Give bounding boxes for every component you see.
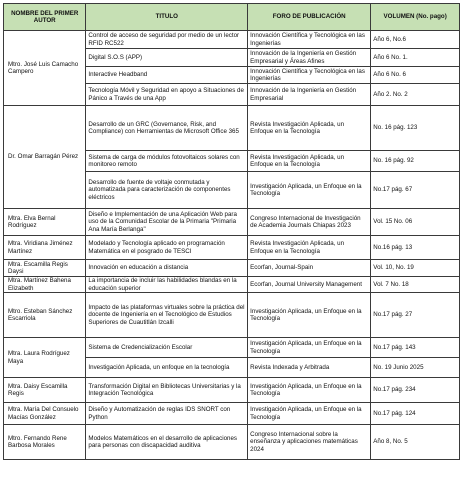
title-cell: Modelos Matemáticos en el desarrollo de aplicaciones para personas con discapacidad auditiva — [86, 425, 248, 460]
title-cell: La importancia de incluir las habilidades blandas en la educación superior — [86, 277, 248, 293]
author-name: Mtra. Elva Bernal Rodríguez — [8, 214, 56, 229]
author-name: Mtra. Laura Rodríguez Maya — [8, 350, 70, 365]
table-row — [4, 31, 460, 49]
forum-cell: Revista Investigación Aplicada, un Enfoque en la Tecnología — [248, 106, 371, 151]
volume-cell: No. 16 pág. 92 — [371, 151, 460, 172]
forum-cell: Innovación de la Ingeniería en Gestión Empresarial y Áreas Afines — [248, 49, 371, 67]
table-row — [4, 106, 460, 151]
forum-cell: Revista Investigación Aplicada, un Enfoque en la Tecnología — [248, 236, 371, 260]
forum-cell: Innovación Científica y Tecnológica en las Ingenierías — [248, 67, 371, 84]
volume-cell: No.17 pág. 27 — [371, 293, 460, 338]
volume-cell: Año 6, No.6 — [371, 31, 460, 49]
author-name: Dr. Omar Barragán Pérez — [8, 153, 79, 161]
author-cell — [4, 338, 86, 378]
header-volume: VOLUMEN (No. pago) — [371, 4, 460, 31]
author-cell — [4, 425, 86, 460]
volume-cell: Año 8, No. 5 — [371, 425, 460, 460]
volume-cell: Año 6 No. 1. — [371, 49, 460, 67]
author-name: Mtro. José Luis Camacho Campero — [8, 60, 79, 75]
forum-cell: Innovación de la Ingeniería en Gestión Empresarial — [248, 84, 371, 106]
volume-cell: No. 16 pág. 123 — [371, 106, 460, 151]
volume-cell: No.17 pág. 124 — [371, 403, 460, 425]
title-cell: Sistema de carga de módulos fotovoltaicos solares con monitoreo remoto — [86, 151, 248, 172]
volume-cell: No.17 pág. 234 — [371, 378, 460, 403]
forum-cell: Ecorfan, Journal University Management — [248, 277, 371, 293]
title-cell: Diseño e Implementación de una Aplicación Web para uso de la Comunidad Escolar de la Primaria "Primaria Ana María Berlanga" — [86, 209, 248, 236]
volume-cell: No.17 pág. 67 — [371, 172, 460, 209]
header-forum: FORO DE PUBLICACIÓN — [248, 4, 371, 31]
author-cell — [4, 209, 86, 236]
forum-cell: Revista Investigación Aplicada, un Enfoque en la Tecnología — [248, 151, 371, 172]
volume-cell: Vol. 15 No. 06 — [371, 209, 460, 236]
title-cell: Diseño y Automatización de reglas IDS SNORT con Python — [86, 403, 248, 425]
author-cell — [4, 378, 86, 403]
forum-cell: Investigación Aplicada, un Enfoque en la Tecnología — [248, 403, 371, 425]
author-cell — [4, 293, 86, 338]
author-name: Mtra. María Del Consuelo Macías González — [8, 406, 79, 421]
forum-cell: Revista Indexada y Arbitrada — [248, 358, 371, 378]
volume-cell: No. 19 Junio 2025 — [371, 358, 460, 378]
title-cell: Tecnología Móvil y Seguridad en apoyo a Situaciones de Pánico a Través de una App — [86, 84, 248, 106]
header-author: NOMBRE DEL PRIMER AUTOR — [4, 4, 86, 31]
table-row — [4, 236, 460, 260]
author-name: Mtro. Esteban Sánchez Escarriola — [8, 307, 73, 322]
forum-cell: Ecorfan, Journal-Spain — [248, 260, 371, 277]
forum-cell: Congreso Internacional sobre la enseñanza y aplicaciones matemáticas 2024 — [248, 425, 371, 460]
title-cell: Desarrollo de un GRC (Governance, Risk, and Compliance) con Herramientas de Microsoft Office 365 — [86, 106, 248, 151]
author-cell — [4, 31, 86, 106]
table-row — [4, 403, 460, 425]
volume-cell: No.16 pág. 13 — [371, 236, 460, 260]
forum-cell: Innovación Científica y Tecnológica en las Ingenierías — [248, 31, 371, 49]
table-body — [4, 31, 460, 460]
title-cell: Impacto de las plataformas virtuales sobre la práctica del docente de Ingeniería en el Tecnológico de Estudios Superiores de Cuautitlán Izcalli — [86, 293, 248, 338]
author-cell — [4, 236, 86, 260]
title-cell: Interactive Headband — [86, 67, 248, 84]
table-row — [4, 425, 460, 460]
title-cell: Sistema de Credencialización Escolar — [86, 338, 248, 358]
table-row — [4, 293, 460, 338]
author-cell — [4, 403, 86, 425]
table-row — [4, 277, 460, 293]
forum-cell: Investigación Aplicada, un Enfoque en la Tecnología — [248, 378, 371, 403]
author-name: Mtra. Viridiana Jiménez Martínez — [8, 240, 73, 255]
author-name: Mtro. Fernando Rene Barbosa Morales — [8, 434, 67, 449]
forum-cell: Investigación Aplicada, un Enfoque en la Tecnología — [248, 338, 371, 358]
table-row — [4, 209, 460, 236]
title-cell: Modelado y Tecnología aplicado en programación Matemática en el posgrado de TESCI — [86, 236, 248, 260]
author-cell — [4, 277, 86, 293]
author-name: Mtra. Escamilla Regis Daysi — [8, 260, 68, 275]
publications-table — [3, 3, 460, 460]
table-row — [4, 260, 460, 277]
author-cell — [4, 106, 86, 209]
volume-cell: Año 2. No. 2 — [371, 84, 460, 106]
title-cell: Desarrollo de fuente de voltaje conmutada y automatizada para caracterización de componentes eléctricos — [86, 172, 248, 209]
volume-cell: No.17 pág. 143 — [371, 338, 460, 358]
volume-cell: Vol. 7 No. 18 — [371, 277, 460, 293]
header-row — [4, 4, 460, 31]
forum-cell: Investigación Aplicada, un Enfoque en la Tecnología — [248, 293, 371, 338]
header-title: TITULO — [86, 4, 248, 31]
volume-cell: Vol. 10, No. 19 — [371, 260, 460, 277]
forum-cell: Congreso Internacional de Investigación de Academia Journals Chiapas 2023 — [248, 209, 371, 236]
author-name: Mtra. Martínez Bahena Elizabeth — [8, 277, 71, 292]
forum-cell: Investigación Aplicada, un Enfoque en la Tecnología — [248, 172, 371, 209]
title-cell: Digital S.O.S (APP) — [86, 49, 248, 67]
title-cell: Control de acceso de seguridad por medio de un lector RFID RC522 — [86, 31, 248, 49]
volume-cell: Año 6 No. 6 — [371, 67, 460, 84]
title-cell: Transformación Digital en Bibliotecas Universitarias y la Integración Tecnológica — [86, 378, 248, 403]
title-cell: Innovación en educación a distancia — [86, 260, 248, 277]
title-cell: Investigación Aplicada, un enfoque en la tecnología — [86, 358, 248, 378]
author-cell — [4, 260, 86, 277]
table-row — [4, 338, 460, 358]
table-row — [4, 378, 460, 403]
author-name: Mtra. Daisy Escamilla Regis — [8, 382, 68, 397]
